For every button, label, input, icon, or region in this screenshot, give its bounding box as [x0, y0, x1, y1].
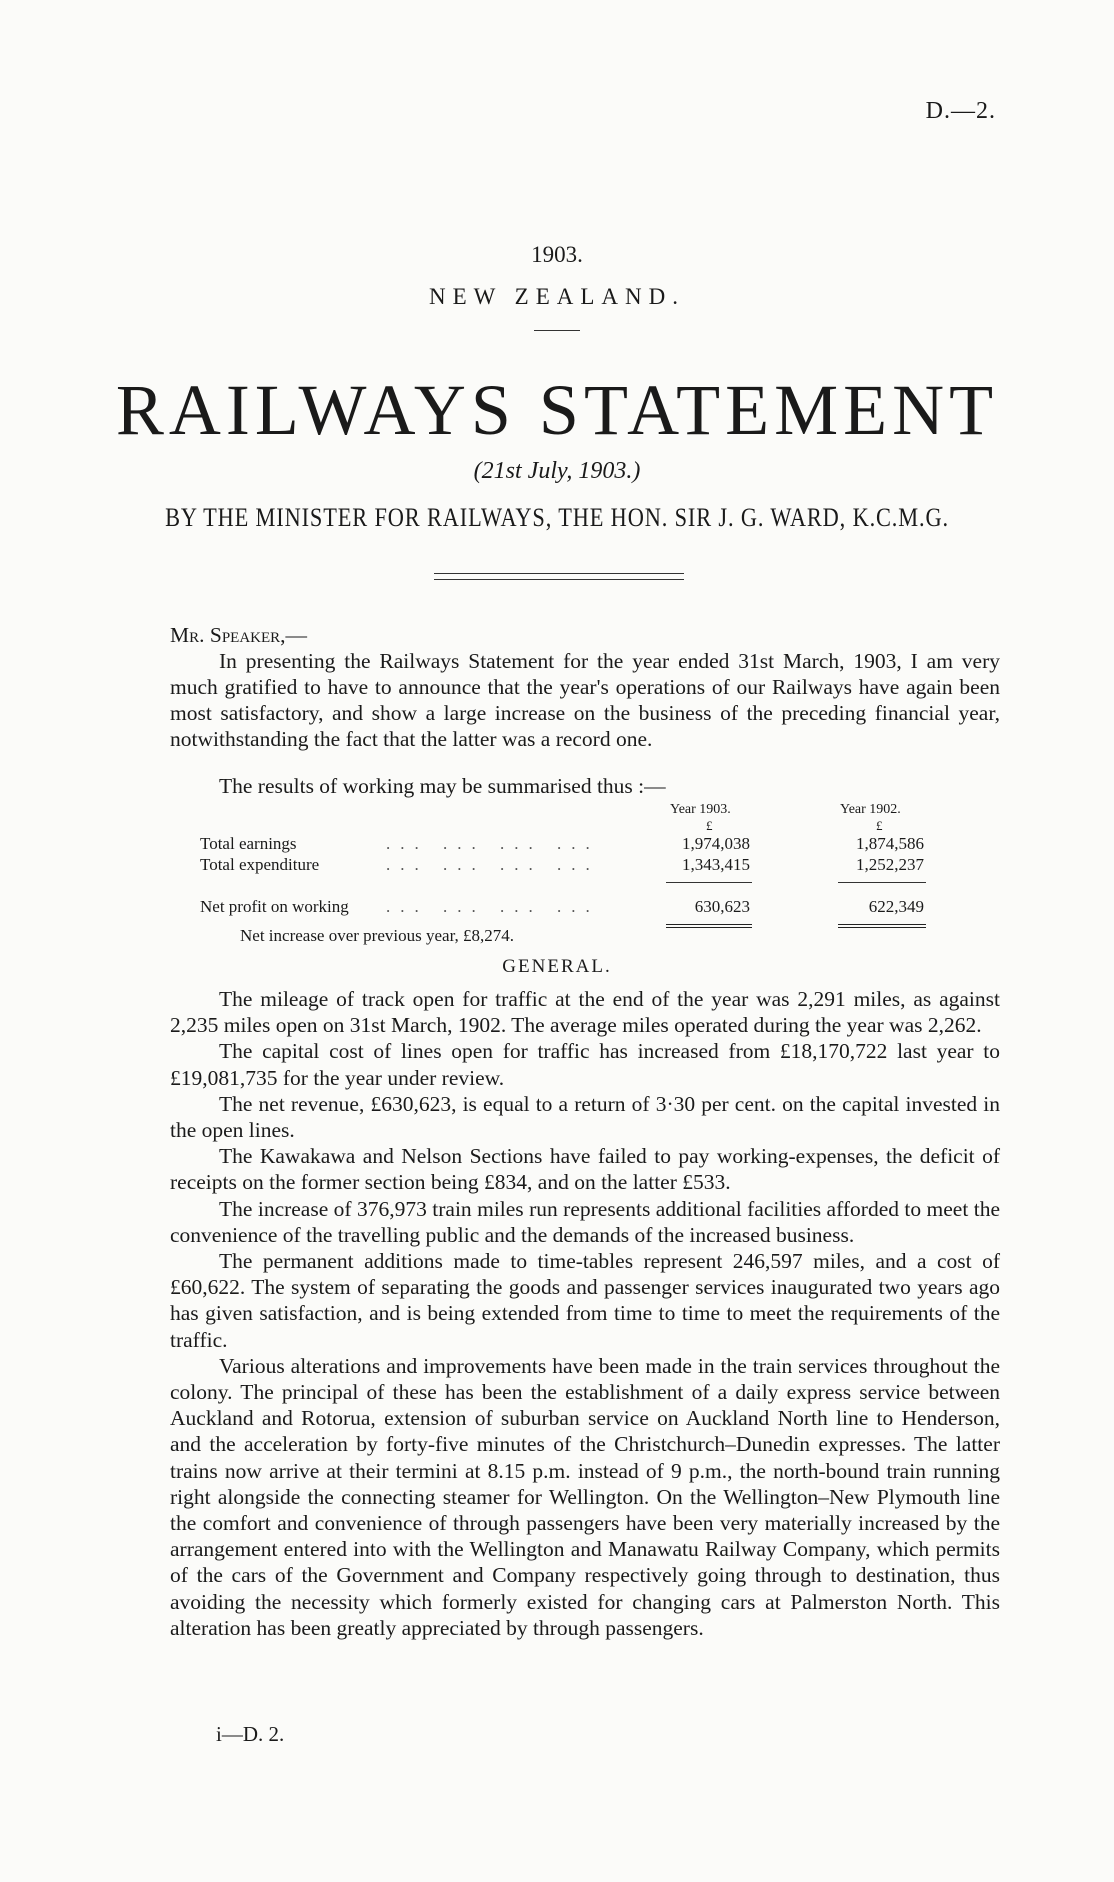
- value-1902: 622,349: [868, 897, 924, 916]
- value-1903: 1,974,038: [682, 834, 750, 853]
- intro-paragraph: In presenting the Railways Statement for the year ended 31st March, 1903, I am very much gratified to have to announce that the year's operations of our Railways have again been most satisfactory, and show a large increase on the business of the preceding financial year, notwithstanding the fact that the latter was a record one.: [170, 649, 1000, 751]
- paragraph: The capital cost of lines open for traffic has increased from £18,170,722 last year to £19,081,735 for the year under review.: [170, 1039, 1000, 1090]
- document-title: RAILWAYS STATEMENT: [115, 370, 999, 450]
- table-row: [200, 897, 940, 919]
- column-header-1902: Year 1902.: [840, 802, 901, 817]
- divider: [534, 330, 580, 331]
- row-label: Total earnings: [200, 834, 297, 853]
- net-increase-note: Net increase over previous year, £8,274.: [240, 926, 515, 945]
- document-date: (21st July, 1903.): [473, 458, 641, 484]
- table-row: [200, 855, 940, 877]
- leader-dots: ... ... ... ...: [386, 834, 600, 853]
- total-rule: [666, 924, 752, 928]
- column-header-1903: Year 1903.: [670, 802, 731, 817]
- page-signature: i—D. 2.: [216, 1722, 285, 1746]
- paragraph: The increase of 376,973 train miles run represents additional facilities afforded to meet the convenience of the travelling public and the demands of the increased business.: [170, 1196, 1000, 1247]
- total-rule: [838, 924, 926, 928]
- value-1903: 1,343,415: [682, 855, 750, 874]
- country-heading: NEW ZEALAND.: [428, 284, 686, 309]
- page-reference: D.—2.: [925, 98, 996, 124]
- paragraph: Various alterations and improvements have been made in the train services throughout the colony. The principal of these has been the establishment of a daily express service between Auckland and Rotorua, extension of suburban service on Auckland North line to Henderson, and the acceleration by forty-five minutes of the Christchurch–Dunedin expresses. The latter trains now arrive at their termini at 8.15 p.m. instead of 9 p.m., the north-bound train running right alongside the connecting steamer for Wellington. On the Wellington–New Plymouth line the comfort and convenience of through passengers have been very materially increased by the arrangement entered into with the Wellington and Manawatu Railway Company, which permits of the cars of the Government and Company respectively going through to destination, thus avoiding the necessity which formerly existed for changing cars at Palmerston North. This alteration has been greatly appreciated by through passengers.: [170, 1353, 1000, 1640]
- value-1902: 1,874,586: [856, 834, 924, 853]
- section-heading: GENERAL.: [502, 956, 612, 977]
- summary-intro: The results of working may be summarised thus :—: [219, 774, 666, 798]
- general-section-body: [170, 986, 1000, 1641]
- value-1903: 630,623: [694, 897, 750, 916]
- leader-dots: ... ... ... ...: [386, 897, 600, 916]
- paragraph: The Kawakawa and Nelson Sections have failed to pay working-expenses, the deficit of receipts on the former section being £834, and on the latter £533.: [170, 1144, 1000, 1195]
- leader-dots: ... ... ... ...: [386, 855, 600, 874]
- author-line: BY THE MINISTER FOR RAILWAYS, THE HON. SIR J. G. WARD, K.C.M.G.: [165, 503, 949, 532]
- sum-rule: [838, 882, 926, 883]
- row-label: Net profit on working: [200, 897, 349, 916]
- unit-label: £: [706, 818, 713, 833]
- value-1902: 1,252,237: [856, 855, 924, 874]
- document-year: 1903.: [531, 242, 583, 267]
- unit-label: £: [876, 818, 883, 833]
- table-row: [200, 834, 940, 856]
- paragraph: The permanent additions made to time-tables represent 246,597 miles, and a cost of £60,622. The system of separating the goods and passenger services inaugurated two years ago has given satisfaction, and is being extended from time to time to meet the requirements of the traffic.: [170, 1249, 1000, 1352]
- paragraph: The net revenue, £630,623, is equal to a return of 3·30 per cent. on the capital invested in the open lines.: [170, 1091, 1000, 1143]
- salutation: Mr. Speaker,—: [170, 623, 308, 647]
- row-label: Total expenditure: [200, 855, 320, 874]
- double-divider: [434, 573, 684, 580]
- sum-rule: [666, 882, 752, 883]
- paragraph: The mileage of track open for traffic at the end of the year was 2,291 miles, as against 2,235 miles open on 31st March, 1902. The average miles operated during the year was 2,262.: [170, 987, 1000, 1038]
